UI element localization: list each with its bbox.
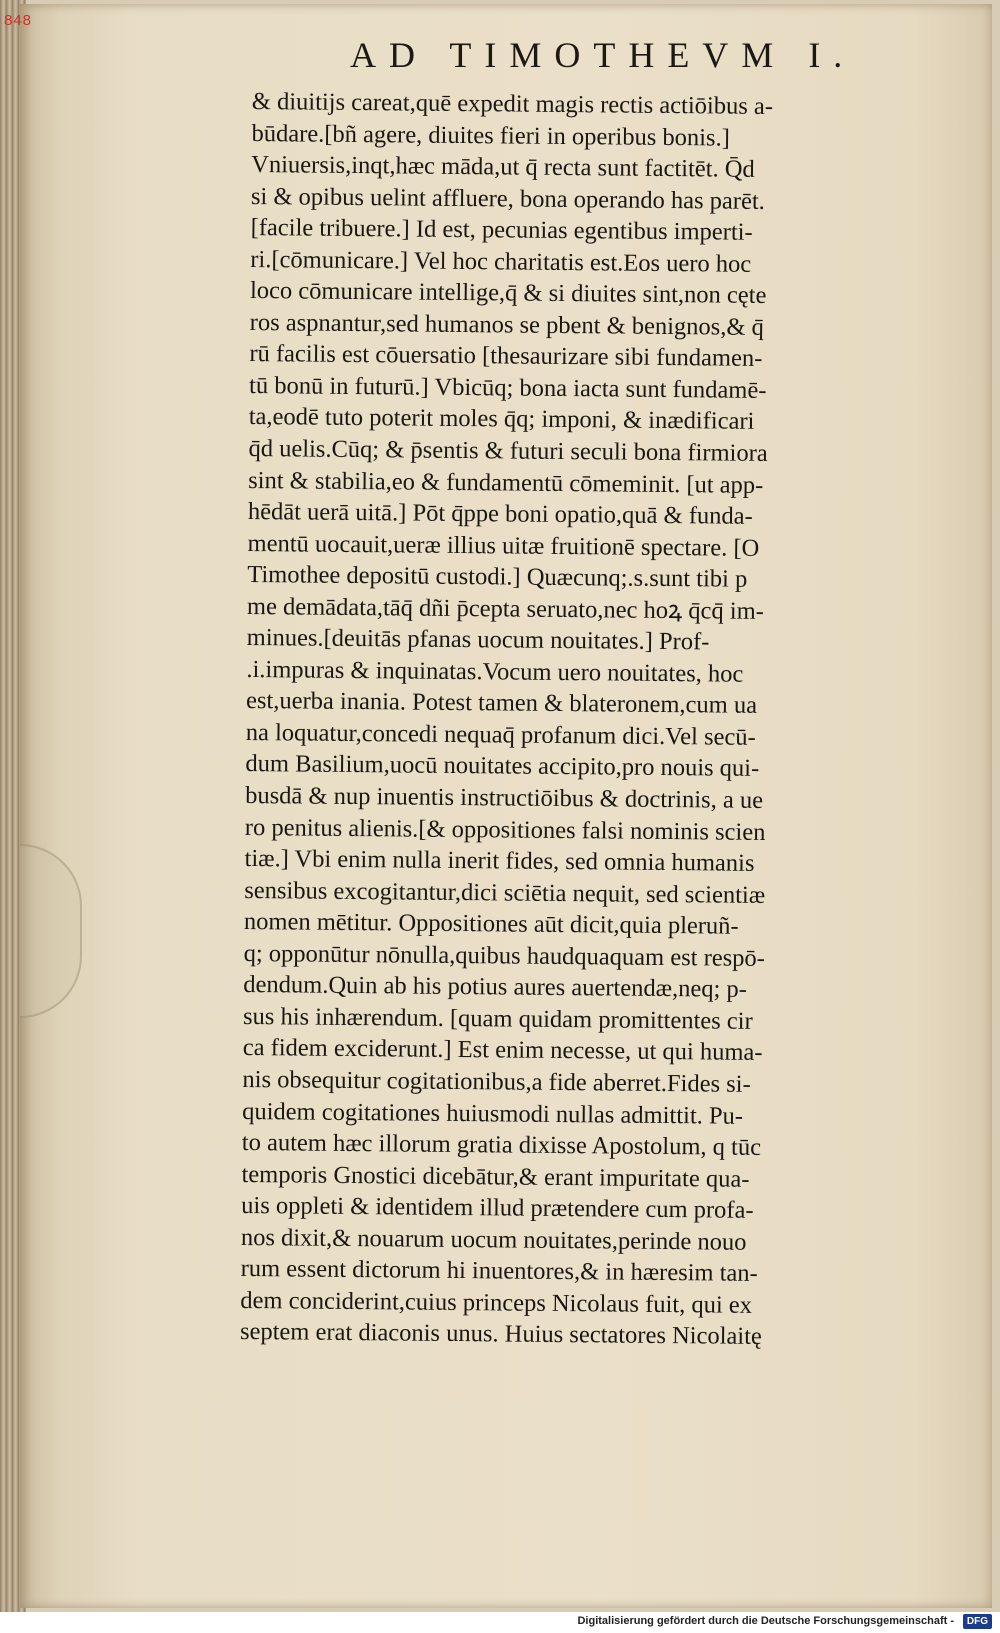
- text-line: nomen mētitur. Oppositiones aūt dicit,quia pleruñ-: [243, 908, 739, 940]
- text-line: [facile tribuere.] Id est, pecunias egentibus imperti-: [250, 214, 753, 246]
- text-line: ros aspnantur,sed humanos se pbent & benignos,& q̄: [249, 308, 764, 341]
- text-line: tiæ.] Vbi enim nulla inerit fides, sed omnia humanis: [244, 845, 755, 877]
- text-line: tū bonū in futurū.] Vbicūq; bona iacta sunt fundamē-: [248, 371, 767, 404]
- text-line: loco cōmunicare intellige,q̄ & si diuites sint,non cęte: [249, 277, 767, 310]
- text-line: sensibus excogitantur,dici sciētia nequit, sed scientiæ: [244, 876, 766, 909]
- dfg-logo[interactable]: DFG: [963, 1614, 992, 1629]
- running-head: AD TIMOTHEVM I.: [350, 35, 856, 75]
- text-line: uis oppleti & identidem illud prætendere cum profa-: [241, 1192, 754, 1225]
- text-line: ri.[cōmunicare.] Vel hoc charitatis est.Eos uero hoc: [250, 245, 752, 278]
- text-line: busdā & nup inuentis instructiōibus & doctrinis, a ue: [245, 781, 764, 814]
- text-line: nos dixit,& nouarum uocum nouitates,perinde nouo: [240, 1223, 747, 1256]
- footer-bar: [0, 1612, 1000, 1633]
- text-line: būdare.[bñ agere, diuites fieri in operibus bonis.]: [251, 119, 730, 152]
- text-line: dem conciderint,cuius princeps Nicolaus fuit, qui ex: [240, 1286, 753, 1319]
- page-clip-shadow: [20, 844, 82, 1018]
- text-line: septem erat diaconis unus. Huius sectatores Nicolaitę: [239, 1318, 762, 1351]
- text-line: mentū uocauit,ueræ illius uitæ fruitionē spectare. [O: [247, 529, 760, 562]
- text-line: Timothee depositū custodi.] Quæcunq;.s.sunt tibi p: [247, 561, 748, 593]
- text-line: & diuitijs careat,quē expedit magis rectis actiōibus a-: [251, 87, 774, 121]
- text-line: q; opponūtur nōnulla,quibus haudquaquam est respō-: [243, 939, 766, 972]
- page-number: 848: [4, 12, 33, 29]
- text-line: to autem hæc illorum gratia dixisse Apostolum, q tūc: [241, 1128, 762, 1161]
- text-line: ca fidem exciderunt.] Est enim necesse, ut qui huma-: [242, 1034, 763, 1067]
- text-line: minues.[deuitās pfanas uocum nouitates.] Prof-: [246, 624, 710, 656]
- text-line: ta,eodē tuto poterit moles q̄q; imponi, & inædificari: [248, 403, 755, 436]
- text-line: sus his inhærendum. [quam quidam promittentes cir: [242, 1002, 753, 1035]
- digitization-credit: Digitalisierung gefördert durch die Deutsche Forschungsgemeinschaft -: [577, 1615, 954, 1627]
- text-line: q̄d uelis.Cūq; & p̄sentis & futuri seculi bona firmiora: [248, 434, 768, 467]
- text-line: nis obsequitur cogitationibus,a fide aberret.Fides si-: [242, 1065, 751, 1098]
- text-line: sint & stabilia,eo & fundamentū cōmeminit. [ut app-: [248, 466, 764, 499]
- text-line: rum essent dictorum hi inuentores,& in hæresim tan-: [240, 1255, 758, 1288]
- text-line: dendum.Quin ab his potius aures auertendæ,neq; p-: [243, 971, 747, 1004]
- text-line: hēdāt uerā uitā.] Pōt q̄ppe boni opatio,quā & funda-: [247, 498, 753, 530]
- book-page: [20, 4, 992, 1608]
- text-line: dum Basilium,uocū nouitates accipito,pro nouis qui-: [245, 750, 760, 783]
- text-line: .i.impuras & inquinatas.Vocum uero nouitates, hoc: [246, 655, 744, 688]
- text-line: rū facilis est cōuersatio [thesaurizare sibi fundamen-: [249, 340, 763, 373]
- text-line: me demādata,tāq̄ dñi p̄cepta seruato,nec hoꝝ q̄cq̄ im-: [246, 592, 765, 625]
- text-line: na loquatur,concedi nequaq̄ profanum dici.Vel secū-: [245, 718, 756, 751]
- text-line: quidem cogitationes huiusmodi nullas admittit. Pu-: [242, 1097, 744, 1130]
- text-line: Vniuersis,inqt,hæc māda,ut q̄ recta sunt factitēt. Q̄d: [251, 151, 755, 183]
- text-line: ro penitus alienis.[& oppositiones falsi nominis scien: [244, 813, 766, 846]
- text-block: [240, 86, 942, 1354]
- text-line: temporis Gnostici dicebātur,& erant impuritate qua-: [241, 1160, 750, 1193]
- text-line: si & opibus uelint affluere, bona operando has parēt.: [250, 182, 765, 215]
- text-line: est,uerba inania. Potest tamen & blateronem,cum ua: [245, 687, 758, 720]
